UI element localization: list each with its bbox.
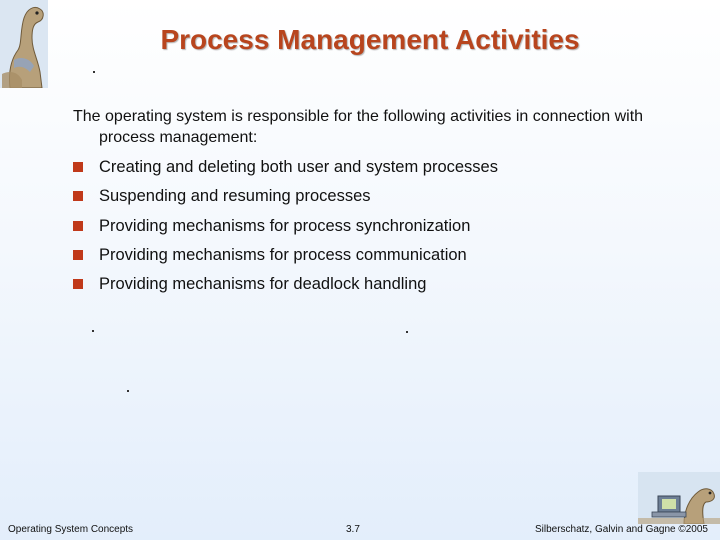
bullet-text: Providing mechanisms for process communication (99, 245, 467, 264)
footer-copyright: Silberschatz, Galvin and Gagne ©2005 (534, 524, 708, 535)
stray-dot (92, 330, 94, 332)
square-bullet-icon (73, 162, 83, 172)
stray-dot (127, 390, 129, 392)
list-item (73, 214, 673, 243)
bullet-text: Creating and deleting both user and system processes (99, 158, 498, 176)
bullet-text: Providing mechanisms for process synchronization (99, 216, 471, 235)
square-bullet-icon (73, 250, 83, 260)
stray-dot (406, 331, 408, 333)
list-item (73, 272, 673, 301)
square-bullet-icon (73, 191, 83, 201)
stray-dot (93, 71, 95, 73)
list-item (73, 184, 673, 213)
bullet-text: Providing mechanisms for deadlock handling (99, 275, 427, 294)
footer-course-title: Operating System Concepts (8, 524, 134, 535)
intro-text: The operating system is responsible for the following activities in connection with process management: (73, 108, 644, 146)
square-bullet-icon (73, 221, 83, 231)
list-item (73, 155, 673, 184)
list-item (73, 243, 673, 272)
square-bullet-icon (73, 279, 83, 289)
dinosaur-laptop-icon (638, 472, 720, 524)
bullet-text: Suspending and resuming processes (99, 187, 371, 206)
footer-page-number: 3.7 (346, 524, 360, 535)
dinosaur-icon (0, 0, 48, 88)
bullet-list (73, 155, 673, 301)
slide-title: Process Management Activities (160, 24, 580, 55)
